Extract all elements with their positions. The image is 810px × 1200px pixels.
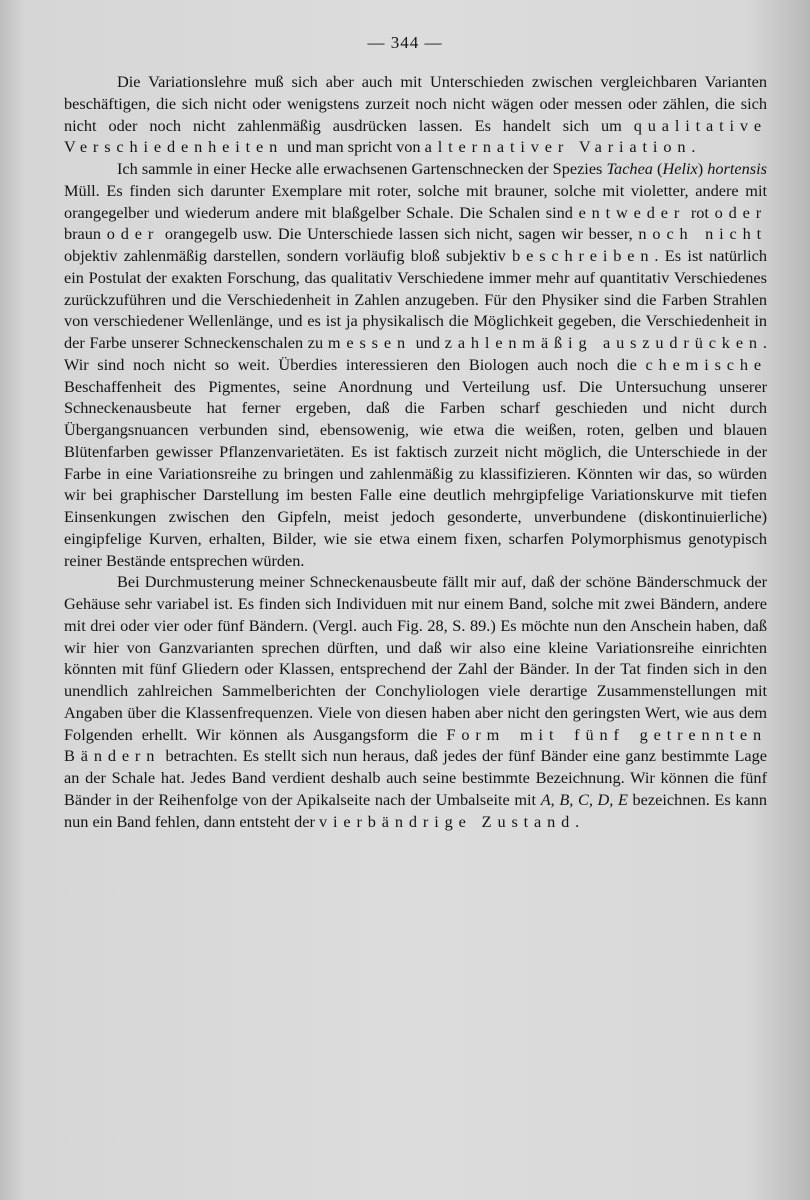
text-run: Die Variationslehre muß sich aber auch mit Unterschieden zwischen vergleichbaren Varianten beschäftigen, die sich nicht oder wenigstens zurzeit noch nicht wägen oder messen oder zählen, die sich nicht oder noch nicht zahlenmäßig ausdrücken lassen. Es handelt sich um [64,72,767,135]
body-text [64,71,767,832]
emphasized-term: beschreiben [512,246,655,265]
italic-term: Tachea [606,159,653,178]
text-run: ( [652,159,663,178]
text-run: Beschaffenheit des Pigmentes, seine Anordnung und Verteilung usf. Die Untersuchung unserer Schneckenausbeute hat ferner ergeben, daß die Farben scharf geschieden und nicht durch Übergangsnuancen verbunden sind, ebensowenig, wie etwa die weißen, roten, gelben und blauen Blütenfarben gewisser Pflanzenvarietäten. Es ist faktisch zurzeit nicht möglich, die Unterschiede in der Farbe in eine Variationsreihe zu bringen und zahlenmäßig zu klassifizieren. Könnten wir das, so würden wir bei graphischer Darstellung im besten Falle eine deutlich mehrgipfelige Variationskurve mit tiefen Einsenkungen zwischen den Gipfeln, meist jedoch gesonderte, unverbundene (diskontinuierliche) eingipfelige Kurven, erhalten, Bilder, wie sie etwa einem fixen, scharfen Polymorphismus genotypisch reiner Bestände entsprechen würden. [64,376,767,570]
text-run: bezeichnen. Es kann nun ein Band fehlen, dann entsteht der [64,789,767,831]
emphasized-term: Form mit fünf getrennten Bändern [64,724,768,766]
emphasized-term: noch nicht [638,224,768,244]
text-run: . Wir sind noch nicht so weit. Überdies interessieren den Biologen auch noch die [64,333,767,374]
italic-term: hortensis [707,159,767,178]
text-run: betrachten. Es stellt sich nun heraus, daß jedes der fünf Bänder eine ganz bestimmte Lage an der Schale hat. Jedes Band verdient deshalb auch seine bestimmte Bezeichnung. Wir können die fünf Bänder in der Reihenfolge von der Apikalseite nach der Umbalseite mit [64,746,767,809]
text-run: und man spricht von [283,137,425,157]
paragraph [64,158,767,571]
text-run: braun [64,224,107,244]
text-run: objektiv zahlenmäßig darstellen, sondern vorläufig bloß subjektiv [64,246,513,265]
emphasized-term: messen [327,333,411,352]
text-run: Müll. Es finden sich darunter Exemplare mit roter, solche mit brauner, solche mit violetter, andere mit orangegelber und wiederum andere mit blaßgelber Schale. Die Schalen sind [64,180,767,222]
text-run: ) [697,159,708,178]
emphasized-term: zahlenmäßig auszudrücken [444,333,763,352]
emphasized-term: entweder [578,202,686,222]
emphasized-term: vierbändrige Zustand [319,811,576,831]
text-run: und [410,333,445,352]
text-run: . [575,811,580,831]
paragraph [64,571,767,832]
text-run: . [691,137,696,157]
italic-term: Helix [662,159,698,178]
page-number: — 344 — [367,33,443,52]
paragraph [64,71,767,158]
text-run: rot [685,202,715,222]
emphasized-term: alternativer Variation [424,137,692,157]
italic-term: A, B, C, D, E [540,789,628,809]
text-run: Ich sammle in einer Hecke alle erwachsenen Gartenschnecken der Spezies [117,159,607,178]
text-run: Bei Durchmusterung meiner Schneckenausbeute fällt mir auf, daß der schöne Bänderschmuck der Gehäuse sehr variabel ist. Es finden sich Individuen mit nur einem Band, solche mit zwei Bändern, andere mit drei oder vier oder fünf Bändern. (Vergl. auch Fig. 28, S. 89.) Es möchte nun den Anschein haben, daß wir hier von Ganzvarianten sprechen dürften, und daß wir also eine kleine Variationsreihe einrichten könnten mit fünf Gliedern oder Klassen, entsprechend der Zahl der Bänder. In der Tat finden sich in den unendlich zahlreichen Sammelberichten der Conchyliologen viele derartige Zusammenstellungen mit Angaben über die Klassenfrequenzen. Viele von diesen haben aber nicht den geringsten Wert, wie aus dem Folgenden erhellt. Wir können als Ausgangsform die [64,572,767,744]
emphasized-term: oder [714,202,767,222]
emphasized-term: oder [106,224,160,244]
text-run: orangegelb usw. Die Unterschiede lassen sich nicht, sagen wir besser, [159,224,639,244]
emphasized-term: qualitative Verschiedenheiten [64,115,767,157]
text-run: . Es ist natürlich ein Postulat der exakten Forschung, das qualitativ Verschiedene immer mehr auf quantitativ Verschiedenes zurückzuführen und die Verschiedenheit in Zahlen anzugeben. Für den Physiker sind die Farben Strahlen von verschiedener Wellenlänge, und es ist ja physikalisch die Möglichkeit gegeben, die Verschiedenheit in der Farbe unserer Schneckenschalen zu [64,246,768,352]
emphasized-term: chemische [645,354,767,374]
